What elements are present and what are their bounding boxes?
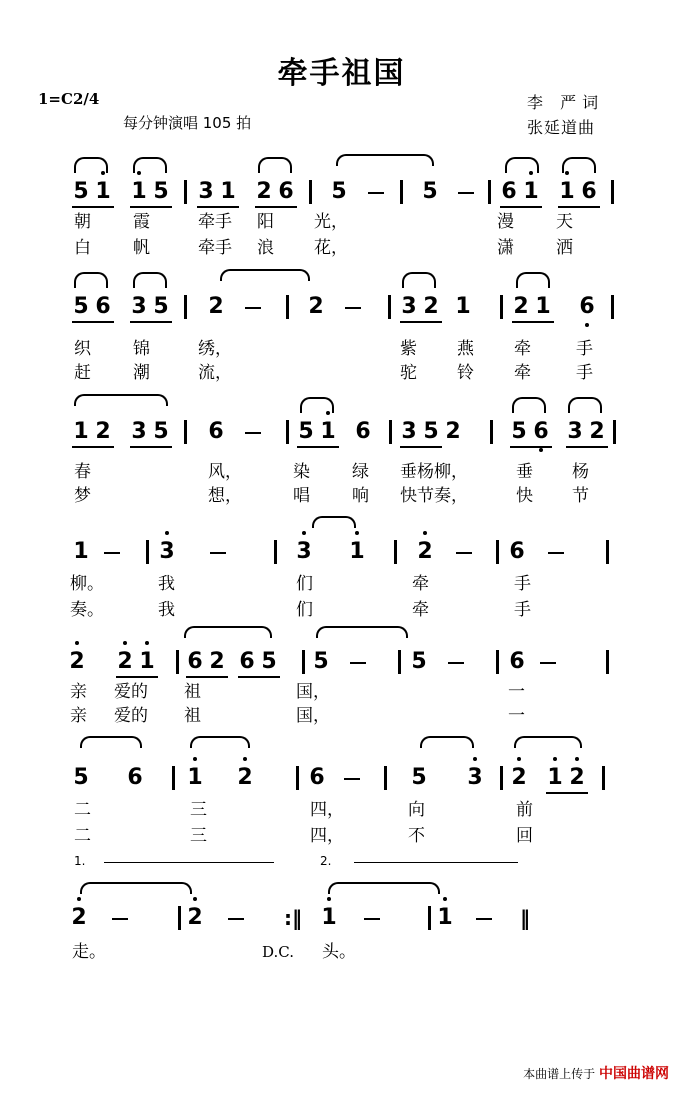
note: 3 bbox=[198, 179, 214, 204]
lyric: 二 bbox=[74, 800, 91, 820]
note: 2 bbox=[566, 766, 588, 790]
lyric: 风， bbox=[208, 462, 242, 482]
lyric: 一 bbox=[508, 706, 525, 726]
volta-1: 1. bbox=[74, 854, 86, 868]
lyric: 垂 bbox=[516, 462, 533, 482]
lyric: 们 bbox=[296, 574, 313, 594]
note: 5 bbox=[153, 294, 169, 319]
lyric: 锦 bbox=[133, 339, 150, 359]
lyric: 梦 bbox=[74, 486, 91, 506]
key-signature: 1=C2/4 bbox=[38, 90, 100, 108]
note: 1 bbox=[73, 419, 89, 444]
lyric: 染 bbox=[293, 462, 310, 482]
note: 6 bbox=[530, 420, 552, 444]
note: 2 bbox=[256, 179, 272, 204]
lyric: 祖 bbox=[184, 682, 201, 702]
lyric: 洒 bbox=[556, 238, 573, 258]
note: 2 bbox=[114, 650, 136, 674]
lyric: 奏。 bbox=[70, 600, 104, 620]
lyric: 潮 bbox=[133, 363, 150, 383]
note: 1 bbox=[434, 906, 456, 930]
note: 2 bbox=[234, 766, 256, 790]
lyric: 走。 bbox=[72, 942, 106, 962]
note: 1 bbox=[455, 294, 471, 319]
lyric: 潇 bbox=[497, 238, 514, 258]
note: 2 bbox=[445, 419, 461, 444]
lyric: 牵 bbox=[514, 363, 531, 383]
lyric: 我 bbox=[158, 600, 175, 620]
lyric: 赶 bbox=[74, 363, 91, 383]
lyric: 一 bbox=[508, 682, 525, 702]
lyric: 漫 bbox=[497, 212, 514, 232]
lyric: 织 bbox=[74, 339, 91, 359]
note: 1 bbox=[556, 180, 578, 204]
lyric: 手 bbox=[514, 574, 531, 594]
lyric: 国， bbox=[296, 682, 330, 702]
lyric: 不 bbox=[408, 826, 425, 846]
lyric: 春 bbox=[74, 462, 91, 482]
lyric: 二 bbox=[74, 826, 91, 846]
composer-credit: 张延道曲 bbox=[527, 118, 596, 137]
lyric: 铃 bbox=[457, 363, 474, 383]
lyric: 牵 bbox=[412, 574, 429, 594]
lyric: 阳 bbox=[257, 212, 274, 232]
note: 3 bbox=[567, 419, 583, 444]
note: 2 bbox=[308, 294, 324, 319]
note: 2 bbox=[589, 419, 605, 444]
note: 1 bbox=[520, 180, 542, 204]
repeat-sign: :‖ bbox=[284, 906, 302, 930]
note: 2 bbox=[208, 294, 224, 319]
dc-marking: D.C. bbox=[262, 943, 294, 961]
lyricist-credit: 李 严词 bbox=[527, 93, 605, 112]
lyric: 浪 bbox=[257, 238, 274, 258]
note: 2 bbox=[414, 540, 436, 564]
lyric: 想， bbox=[208, 486, 242, 506]
lyric: 手 bbox=[576, 339, 593, 359]
lyric: 亲 bbox=[70, 706, 87, 726]
note: 1 bbox=[73, 539, 89, 564]
lyric: 天 bbox=[556, 212, 573, 232]
lyric: 绿 bbox=[352, 462, 369, 482]
note: 6 bbox=[95, 294, 111, 319]
lyric: 爱的 bbox=[114, 706, 148, 726]
lyric: 牵手 bbox=[198, 212, 232, 232]
lyric: 驼 bbox=[400, 363, 417, 383]
lyric: 朝 bbox=[74, 212, 91, 232]
lyric: 帆 bbox=[133, 238, 150, 258]
lyric: 流， bbox=[198, 363, 232, 383]
note: 3 bbox=[293, 540, 315, 564]
note: 5 bbox=[73, 765, 89, 790]
note: 2 bbox=[209, 649, 225, 674]
lyric: 手 bbox=[576, 363, 593, 383]
note: 3 bbox=[401, 419, 417, 444]
note: 5 bbox=[153, 179, 169, 204]
lyric: 三 bbox=[190, 826, 207, 846]
note: 6 bbox=[187, 649, 203, 674]
note: 5 bbox=[331, 179, 347, 204]
lyric: 快 bbox=[516, 486, 533, 506]
lyric: 国， bbox=[296, 706, 330, 726]
note: 5 bbox=[261, 649, 277, 674]
note: 2 bbox=[423, 294, 439, 319]
lyric: 向 bbox=[408, 800, 425, 820]
note: 5 bbox=[153, 419, 169, 444]
note: 2 bbox=[95, 419, 111, 444]
volta-2: 2. bbox=[320, 854, 332, 868]
site-logo: 中国曲谱网 bbox=[599, 1066, 669, 1082]
note: 5 bbox=[73, 294, 89, 319]
note: 5 bbox=[298, 419, 314, 444]
note: 6 bbox=[581, 179, 597, 204]
tempo-marking: 每分钟演唱 105 拍 bbox=[123, 114, 252, 132]
lyric: 光， bbox=[314, 212, 348, 232]
note: 5 bbox=[73, 179, 89, 204]
lyric: 手 bbox=[514, 600, 531, 620]
note: 5 bbox=[422, 179, 438, 204]
note: 1 bbox=[92, 180, 114, 204]
note: 6 bbox=[509, 539, 525, 564]
note: 5 bbox=[411, 649, 427, 674]
note: 6 bbox=[309, 765, 325, 790]
note: 5 bbox=[511, 419, 527, 444]
note: 6 bbox=[501, 179, 517, 204]
lyric: 祖 bbox=[184, 706, 201, 726]
note: 1 bbox=[346, 540, 368, 564]
lyric: 霞 bbox=[133, 212, 150, 232]
lyric: 我 bbox=[158, 574, 175, 594]
note: 1 bbox=[184, 766, 206, 790]
note: 3 bbox=[131, 294, 147, 319]
note: 6 bbox=[355, 419, 371, 444]
lyric: 三 bbox=[190, 800, 207, 820]
note: 1 bbox=[317, 420, 339, 444]
lyric: 杨 bbox=[572, 462, 589, 482]
lyric: 亲 bbox=[70, 682, 87, 702]
lyric: 四， bbox=[310, 826, 344, 846]
note: 3 bbox=[156, 540, 178, 564]
lyric: 响 bbox=[352, 486, 369, 506]
note: 1 bbox=[318, 906, 340, 930]
note: 3 bbox=[131, 419, 147, 444]
lyric: 燕 bbox=[457, 339, 474, 359]
note: 6 bbox=[576, 295, 598, 319]
note: 1 bbox=[535, 294, 551, 319]
lyric: 快节奏， bbox=[400, 486, 468, 506]
lyric: 牵 bbox=[412, 600, 429, 620]
note: 3 bbox=[464, 766, 486, 790]
lyric: 们 bbox=[296, 600, 313, 620]
lyric: 节 bbox=[572, 486, 589, 506]
lyric: 花， bbox=[314, 238, 348, 258]
note: 1 bbox=[544, 766, 566, 790]
note: 1 bbox=[136, 650, 158, 674]
lyric: 柳。 bbox=[70, 574, 104, 594]
note: 5 bbox=[313, 649, 329, 674]
note: 2 bbox=[184, 906, 206, 930]
note: 1 bbox=[220, 179, 236, 204]
lyric: 紫 bbox=[400, 339, 417, 359]
note: 6 bbox=[239, 649, 255, 674]
note: 6 bbox=[208, 419, 224, 444]
note: 2 bbox=[508, 766, 530, 790]
note: 6 bbox=[509, 649, 525, 674]
note: 5 bbox=[411, 765, 427, 790]
note: 2 bbox=[66, 650, 88, 674]
page-title: 牵手祖国 bbox=[277, 56, 406, 91]
note: 2 bbox=[513, 294, 529, 319]
note: 6 bbox=[127, 765, 143, 790]
lyric: 牵 bbox=[514, 339, 531, 359]
note: 1 bbox=[128, 180, 150, 204]
lyric: 爱的 bbox=[114, 682, 148, 702]
lyric: 白 bbox=[74, 238, 91, 258]
lyric: 回 bbox=[516, 826, 533, 846]
footer-credit: 本曲谱上传于 中国曲谱网 bbox=[523, 1066, 669, 1082]
note: 6 bbox=[278, 179, 294, 204]
lyric: 垂杨柳， bbox=[400, 462, 468, 482]
note: 2 bbox=[68, 906, 90, 930]
lyric: 绣， bbox=[198, 339, 232, 359]
note: 3 bbox=[401, 294, 417, 319]
lyric: 四， bbox=[310, 800, 344, 820]
lyric: 唱 bbox=[293, 486, 310, 506]
lyric: 牵手 bbox=[198, 238, 232, 258]
note: 5 bbox=[423, 419, 439, 444]
lyric: 头。 bbox=[322, 942, 356, 962]
lyric: 前 bbox=[516, 800, 533, 820]
end-sign: ‖ bbox=[520, 906, 530, 930]
